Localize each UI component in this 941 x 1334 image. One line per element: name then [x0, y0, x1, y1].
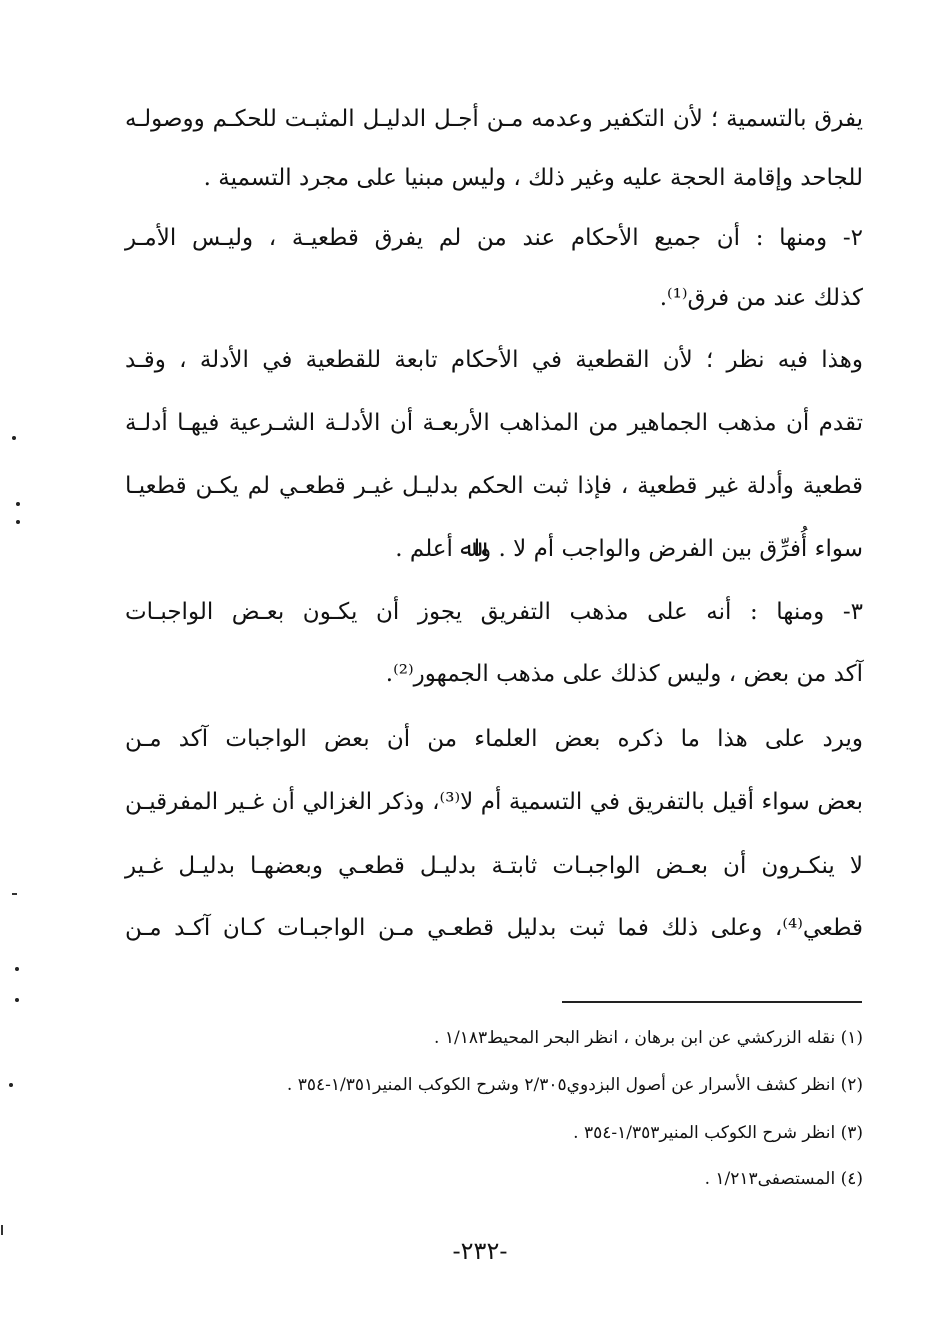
footnote-4: (٤) المستصفى١/٢١٣ . [704, 1169, 863, 1189]
page-number: -٢٣٢- [452, 1237, 508, 1265]
footnote-2: (٢) انظر كشف الأسرار عن أصول البزدوي٢/٣٠٥ وشرح الكوكب المنير١/٣٥١-٣٥٤ . [286, 1075, 863, 1095]
body-line-13: لا ينكـرون أن بعـض الواجبـات ثابتـة بدليـل قطعـي وبعضهـا بدليـل غـير [125, 853, 863, 879]
footnote-3: (٣) انظر شرح الكوكب المنير١/٣٥٣-٣٥٤ . [573, 1123, 863, 1143]
body-line-3: ٢- ومنها : أن جميع الأحكام عند من لم يفرق قطعيـة ، وليـس الأمـر [125, 225, 863, 251]
scan-speck [12, 436, 16, 440]
body-line-12: بعض سواء أقيل بالتفريق في التسمية أم لا⁽³⁾، وذكر الغزالي أن غـير المفرقيـن [125, 789, 863, 815]
body-line-9: ٣- ومنها : أنه على مذهب التفريق يجوز أن يكـون بعـض الواجبـات [125, 599, 863, 625]
body-line-8: سواء أُفرِّق بين الفرض والواجب أم لا . واﷲ أعلم . [395, 536, 863, 562]
body-line-6: تقدم أن مذهب الجماهير من المذاهب الأربعـة أن الأدلـة الشـرعية فيهـا أدلـة [125, 410, 863, 436]
scan-speck [15, 998, 19, 1002]
scan-speck [16, 502, 20, 506]
body-line-5: وهذا فيه نظر ؛ لأن القطعية في الأحكام تابعة للقطعية في الأدلة ، وقـد [125, 347, 863, 373]
body-line-4: كذلك عند من فرق⁽¹⁾. [659, 285, 863, 311]
scan-speck [15, 967, 19, 971]
footnote-separator [562, 1001, 862, 1003]
body-line-2: للجاحد وإقامة الحجة عليه وغير ذلك ، وليس مبنيا على مجرد التسمية . [203, 165, 863, 191]
scan-speck [16, 520, 20, 524]
body-line-7: قطعية وأدلة غير قطعية ، فإذا ثبت الحكم بدليـل غيـر قطعـي لم يكـن قطعيـا [125, 473, 863, 499]
scan-speck [12, 893, 17, 895]
body-line-10: آكد من بعض ، وليس كذلك على مذهب الجمهور⁽²⁾. [385, 661, 863, 687]
scan-speck [1, 1225, 3, 1235]
scan-speck [9, 1083, 13, 1087]
body-line-1: يفرق بالتسمية ؛ لأن التكفير وعدمه مـن أجـل الدليـل المثبـت للحكـم ووصولـه [125, 106, 863, 132]
body-line-14: قطعي⁽⁴⁾، وعلى ذلك فما ثبت بدليل قطعـي مـن الواجبـات كـان آكـد مـن [125, 915, 863, 941]
footnote-1: (١) نقله الزركشي عن ابن برهان ، انظر البحر المحيط١/١٨٣ . [434, 1028, 863, 1048]
body-line-11: ويرد على هذا ما ذكره بعض العلماء من أن بعض الواجبات آكد مـن [125, 726, 863, 752]
